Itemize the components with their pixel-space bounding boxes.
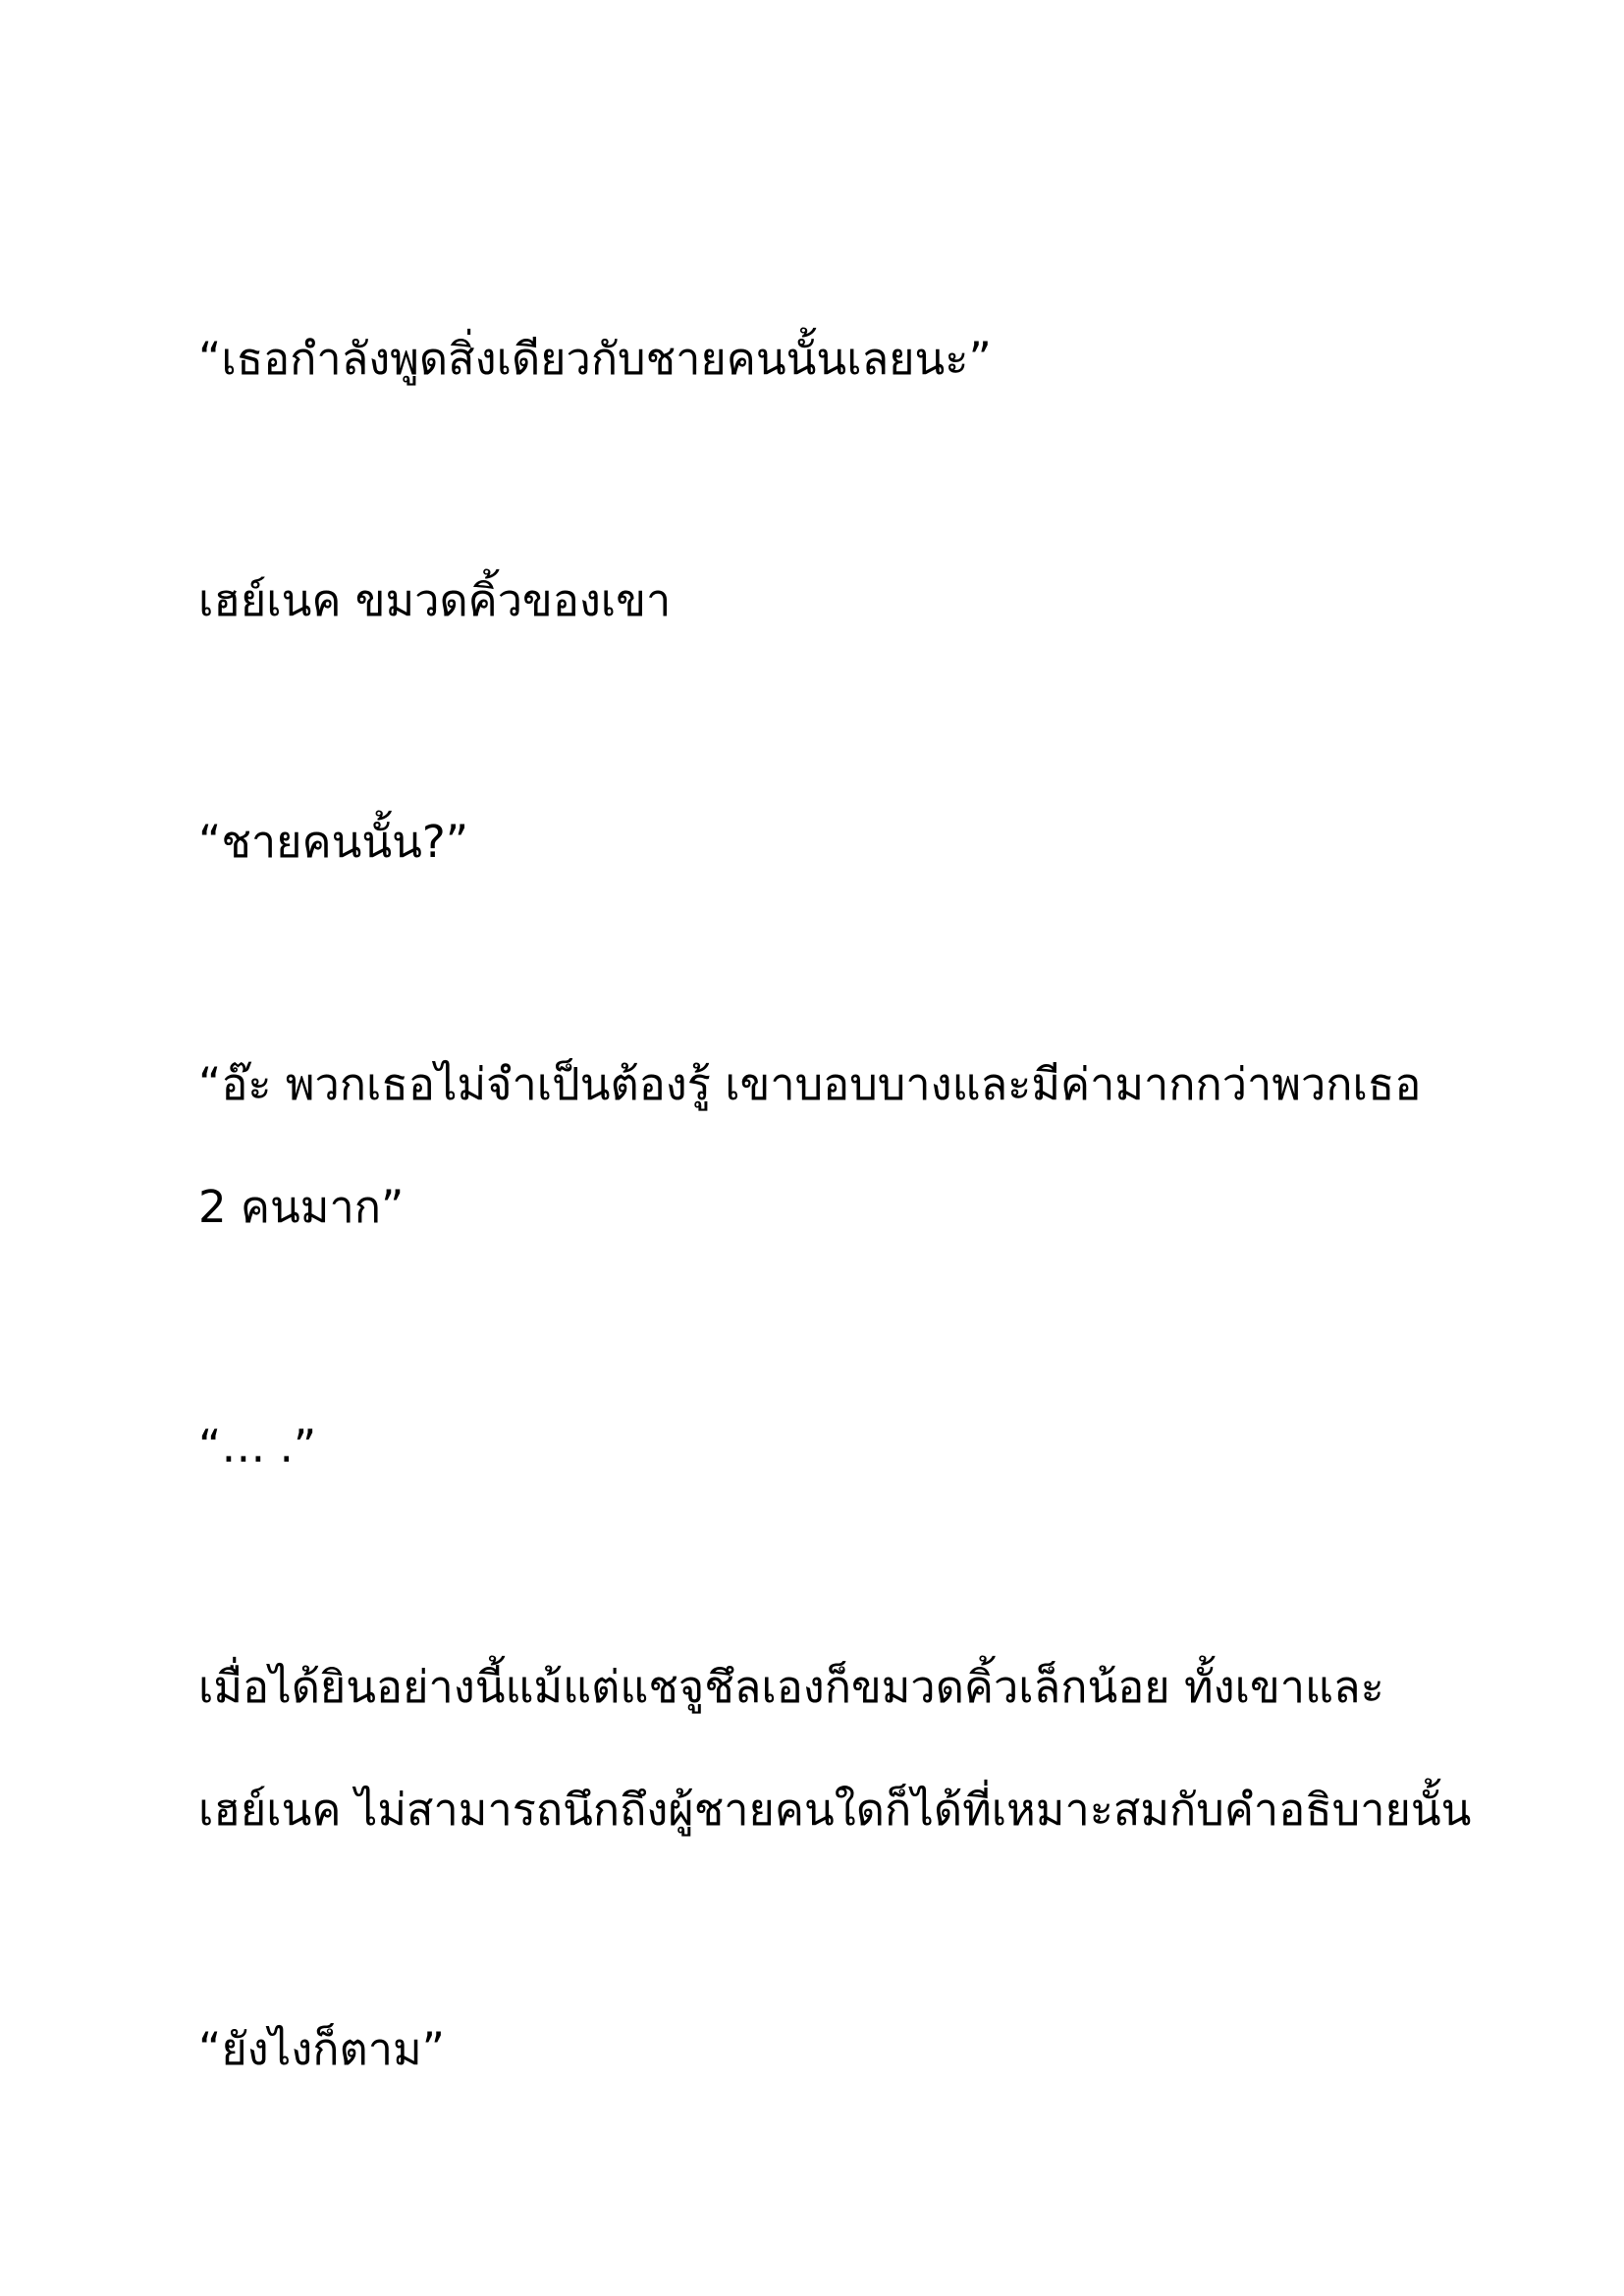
dialogue-line: “ชายคนนั้น?” [198,816,469,868]
dialogue-line: “ยังไงก็ตาม” [198,2023,445,2075]
narration-line: เมื่อได้ยินอย่างนี้แม้แต่แชจูชึลเองก็ขมวดคิ้วเล็กน้อย ทั้งเขาและ [198,1661,1384,1713]
narration-line-continuation: เฮย์เนค ไม่สามารถนึกถึงผู้ชายคนใดก็ได้ที่เหมาะสมกับคำอธิบายนั้น [198,1784,1472,1836]
dialogue-line: “… .” [198,1420,317,1472]
narration-line: เฮย์เนค ขมวดคิ้วของเขา [198,574,672,626]
dialogue-line: “อ๊ะ พวกเธอไม่จำเป็นต้องรู้ เขาบอบบางและมีค่ามากกว่าพวกเธอ [198,1058,1422,1110]
dialogue-line: “เธอกำลังพูดสิ่งเดียวกับชายคนนั้นเลยนะ” [198,333,992,385]
dialogue-line-continuation: 2 คนมาก” [198,1181,405,1233]
